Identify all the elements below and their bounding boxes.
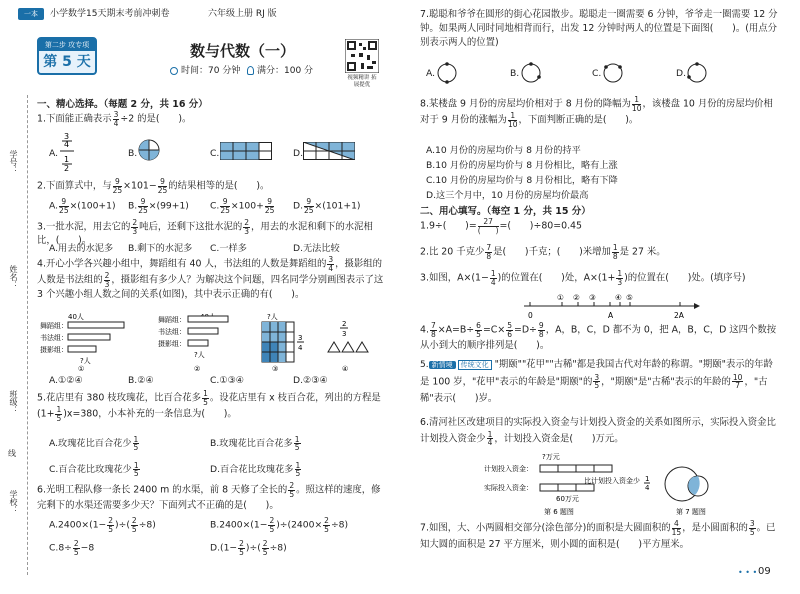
header-brand: 一本: [18, 8, 44, 20]
svg-text:2A: 2A: [674, 311, 684, 320]
header-series: 小学数学15天期末考前冲刺卷: [50, 9, 170, 19]
svg-text:2: 2: [64, 164, 70, 173]
q3-option-a[interactable]: A.用去的水泥多: [49, 243, 114, 254]
svg-text:③: ③: [589, 293, 596, 302]
fill-6: 6.清河社区改建项目的实际投入资金与计划投入资金的关系如图所示，实际投入资金比计划投入资金少 $\frac{1}{4}$ ，计划投入资金是( )万元。: [420, 417, 776, 448]
svg-text:比计划投入资金少: 比计划投入资金少: [584, 477, 640, 485]
q5-option-b[interactable]: B.玫瑰花比百合花多 $\frac{1}{5}$: [210, 434, 300, 452]
section-choice: 一、精心选择。（每题 2 分，共 16 分）: [37, 99, 208, 110]
q6-option-d[interactable]: D.(1− $\frac{2}{5}$ )÷( $\frac{2}{5}$ ÷8): [210, 539, 287, 557]
q1-option-d[interactable]: D.: [293, 148, 303, 159]
q4-figures: [40, 310, 380, 372]
svg-text:第 6 题图: 第 6 题图: [544, 508, 574, 516]
svg-text:①: ①: [557, 293, 564, 302]
q6-option-c[interactable]: C.8÷ $\frac{2}{5}$ −8: [49, 539, 95, 557]
tag-new-context: 新情境: [429, 361, 456, 369]
q6-option-b[interactable]: B.2400×(1− $\frac{2}{5}$ )÷(2400× $\frac{2}{5}$ ÷8): [210, 516, 349, 534]
svg-text:①: ①: [78, 365, 85, 372]
svg-text:?人: ?人: [267, 313, 278, 321]
q1-figure-b: [138, 139, 160, 161]
tag-tradition: 传统文化: [458, 360, 492, 370]
q7-circle-b: [520, 62, 542, 84]
q7-circle-d: [686, 62, 708, 84]
q7-option-a[interactable]: A.: [426, 68, 436, 79]
margin-label-id: 学号：: [9, 150, 18, 174]
question-4: 4.开心小学各兴趣小组中，舞蹈组有 40 人，书法组的人数是舞蹈组的 $\frac{3}{4}$ ，摄影组的人数是书法组的 $\frac{2}{3}$ ，摄影组有多少人？为解决这个问题，四名同学分别画图表示了这 3 个兴趣小组人数之间的关系(如图)，其中表示正确的有( )。: [37, 255, 384, 301]
svg-text:4: 4: [64, 140, 70, 149]
question-6: 6.光明工程队修一条长 2400 m 的水渠，前 8 天修了全长的 $\frac{2}{5}$ 。照这样的速度，修完剩下的水渠还需要多少天？下面列式不正确的是( )。: [37, 481, 381, 511]
q4-option-d[interactable]: D.②③④: [293, 375, 328, 386]
svg-text:④: ④: [342, 365, 349, 372]
svg-text:实际投入资金：: 实际投入资金：: [484, 484, 533, 492]
q1-figure-d: [303, 142, 355, 160]
fill-5: 5. 新情境 传统文化 "期颐""花甲""古稀"都是我国古代对年龄的称谓。"期颐"表示的年龄是 100 岁，"花甲"表示的年龄是"期颐"的 $\frac{3}{5}$ ，"期颐"是"古稀"表示的年龄的 $\frac{10}{7}$ ，"古稀"表示( )岁。: [420, 359, 773, 404]
margin-label-school: 学校：: [9, 490, 18, 514]
q2-option-d[interactable]: D. $\frac{9}{25}$ ×(101+1): [293, 197, 361, 215]
binding-line: [27, 95, 28, 575]
q5-option-a[interactable]: A.玫瑰花比百合花少 $\frac{1}{5}$: [49, 434, 139, 452]
question-7: 7.聪聪和爷爷在圆形的街心花园散步。聪聪走一圈需要 6 分钟，爷爷走一圈需要 12 分钟。如果两人同时同地相背而行，出发 12 分钟时两人的位置是下面图( )。(用点分别表示两人的位置): [420, 9, 778, 49]
q8-option-c[interactable]: C.10 月份的房屋均价与 8 月份相比，略有下降: [426, 175, 618, 186]
svg-text:舞蹈组：: 舞蹈组：: [40, 322, 68, 330]
q1-figure-a: [60, 129, 74, 173]
svg-text:4: 4: [298, 344, 303, 352]
q1-figure-c: [220, 142, 272, 160]
svg-text:3: 3: [64, 132, 70, 141]
svg-text:3: 3: [342, 330, 347, 338]
day-label: 第 5 天: [43, 54, 91, 70]
svg-text:书法组：: 书法组：: [40, 334, 68, 342]
svg-text:2: 2: [342, 320, 347, 328]
q2-option-b[interactable]: B. $\frac{9}{25}$ ×(99+1): [128, 197, 189, 215]
q4-option-b[interactable]: B.②④: [128, 375, 154, 386]
q4-option-c[interactable]: C.①③④: [210, 375, 245, 386]
q2-option-a[interactable]: A. $\frac{9}{25}$ ×(100+1): [49, 197, 116, 215]
question-5: 5.花店里有 380 枝玫瑰花，比百合花多 $\frac{1}{5}$ 。设花店里有 x 枝百合花，列出的方程是(1+ $\frac{1}{5}$ )x=380，小本补充的一条信息为( )。: [37, 389, 381, 423]
svg-text:3: 3: [298, 334, 303, 342]
clock-icon: [170, 67, 178, 75]
fill-1: 1.9÷( )= $\frac{27}{( )}$ =( )÷80=0.45: [420, 217, 582, 235]
svg-text:0: 0: [528, 311, 533, 320]
q2-option-c[interactable]: C. $\frac{9}{25}$ ×100+ $\frac{9}{25}$: [210, 197, 275, 215]
svg-text:②: ②: [194, 365, 201, 372]
fill-7: 7.如图，大、小两圆相交部分(涂色部分)的面积是大圆面积的 $\frac{4}{15}$ ，是小圆面积的 $\frac{3}{5}$ 。已知大圆的面积是 27 平方厘米，则小圆的面积是( )平方厘米。: [420, 519, 776, 550]
section-fill: 二、用心填写。（每空 1 分，共 15 分）: [420, 206, 591, 217]
question-2: 2.下面算式中，与 $\frac{9}{25}$ ×101− $\frac{9}{25}$ 的结果相等的是( )。: [37, 177, 270, 195]
svg-text:⑤: ⑤: [626, 293, 633, 302]
q1-option-c[interactable]: C.: [210, 148, 220, 159]
badge-sub: 攻专项: [68, 41, 90, 49]
badge-top: 第二步: [44, 41, 66, 49]
svg-text:1: 1: [64, 155, 70, 164]
q3-option-c[interactable]: C.一样多: [210, 243, 247, 254]
svg-text:?人: ?人: [80, 357, 91, 365]
q7-option-b[interactable]: B.: [510, 68, 520, 79]
q4-option-a[interactable]: A.①②④: [49, 375, 83, 386]
q5-option-d[interactable]: D.百合花比玫瑰花多 $\frac{1}{5}$: [210, 460, 301, 478]
page-number: 09: [758, 566, 771, 577]
q6-option-a[interactable]: A.2400×(1− $\frac{2}{5}$ )÷( $\frac{2}{5}$ ÷8): [49, 516, 156, 534]
qr-code[interactable]: [345, 39, 379, 73]
q8-option-d[interactable]: D.这三个月中，10 月份的房屋均价最高: [426, 190, 589, 201]
qr-caption: 视频精讲 拓展提优: [347, 75, 377, 88]
svg-text:③: ③: [272, 365, 279, 372]
svg-text:摄影组：: 摄影组：: [40, 346, 68, 354]
q5-option-c[interactable]: C.百合花比玫瑰花少 $\frac{1}{5}$: [49, 460, 139, 478]
svg-text:舞蹈组：: 舞蹈组：: [158, 316, 186, 324]
svg-text:A: A: [608, 311, 614, 320]
q7-option-c[interactable]: C.: [592, 68, 602, 79]
margin-label-class: 班级：: [9, 390, 18, 414]
q7-circle-c: [602, 62, 624, 84]
svg-text:1: 1: [645, 475, 650, 483]
fill-2: 2.比 20 千克少 $\frac{7}{8}$ 是( )千克；( )米增加 $\frac{1}{8}$ 是 27 米。: [420, 243, 666, 261]
fill-6-7-figures: [484, 452, 734, 516]
svg-text:第 7 题图: 第 7 题图: [676, 508, 706, 516]
svg-text:?万元: ?万元: [542, 453, 560, 461]
q3-option-b[interactable]: B.剩下的水泥多: [128, 243, 193, 254]
svg-text:摄影组：: 摄影组：: [158, 340, 186, 348]
margin-label-name: 姓名：: [9, 265, 18, 289]
q8-option-a[interactable]: A.10 月份的房屋均价与 8 月份的持平: [426, 145, 581, 156]
day-badge: [37, 37, 97, 75]
q8-option-b[interactable]: B.10 月份的房屋均价与 8 月份相比，略有上涨: [426, 160, 618, 171]
header-grade: 六年级上册 RJ 版: [208, 9, 277, 19]
question-8: 8.某楼盘 9 月份的房屋均价相对于 8 月份的降幅为 $\frac{1}{10}$ ，该楼盘 10 月份的房屋均价相对于 9 月份的涨幅为 $\frac{1}{10}$ ，下面判断正确的是( )。: [420, 95, 773, 129]
person-icon: [247, 66, 254, 75]
svg-text:②: ②: [573, 293, 580, 302]
svg-text:?人: ?人: [194, 351, 205, 359]
fill-4: 4. $\frac{7}{8}$ ×A=B÷ $\frac{6}{5}$ =C× $\frac{5}{6}$ =D÷ $\frac{9}{8}$ ，A，B，C，D 都不为 0，把 A，B，C，D 这四个数按从小到大的顺序排列是( )。: [420, 321, 777, 351]
page-number-dots: • • •: [738, 568, 758, 577]
svg-text:计划投入资金：: 计划投入资金：: [484, 465, 533, 473]
svg-text:④: ④: [615, 293, 622, 302]
margin-label-line: 线: [8, 449, 16, 458]
q7-option-d[interactable]: D.: [676, 68, 686, 79]
time-limit: 时间：70 分钟: [181, 66, 241, 76]
full-score: 满分：100 分: [257, 66, 314, 76]
q3-option-d[interactable]: D.无法比较: [293, 243, 340, 254]
question-1: 1.下面能正确表示 $\frac{3}{4}$ ÷2 的是( )。: [37, 110, 192, 128]
q7-circle-a: [436, 62, 458, 84]
svg-text:书法组：: 书法组：: [158, 328, 186, 336]
q1-option-a[interactable]: A.: [49, 148, 59, 159]
fill-3: 3.如图，A×(1− $\frac{1}{4}$ )的位置在( )处，A×(1+ $\frac{1}{3}$ )的位置在( )处。(填序号): [420, 269, 746, 287]
svg-text:60万元: 60万元: [556, 495, 579, 503]
svg-text:4: 4: [645, 484, 650, 492]
page-title: 数与代数（一）: [190, 42, 296, 60]
svg-text:40人: 40人: [68, 313, 84, 321]
question-3: 3.一批水泥，用去它的 $\frac{2}{3}$ 吨后，还剩下这批水泥的 $\frac{2}{3}$ ，用去的水泥和剩下的水泥相比，( )。: [37, 218, 373, 246]
fill-3-number-line: [520, 292, 700, 322]
q1-option-b[interactable]: B.: [128, 148, 138, 159]
